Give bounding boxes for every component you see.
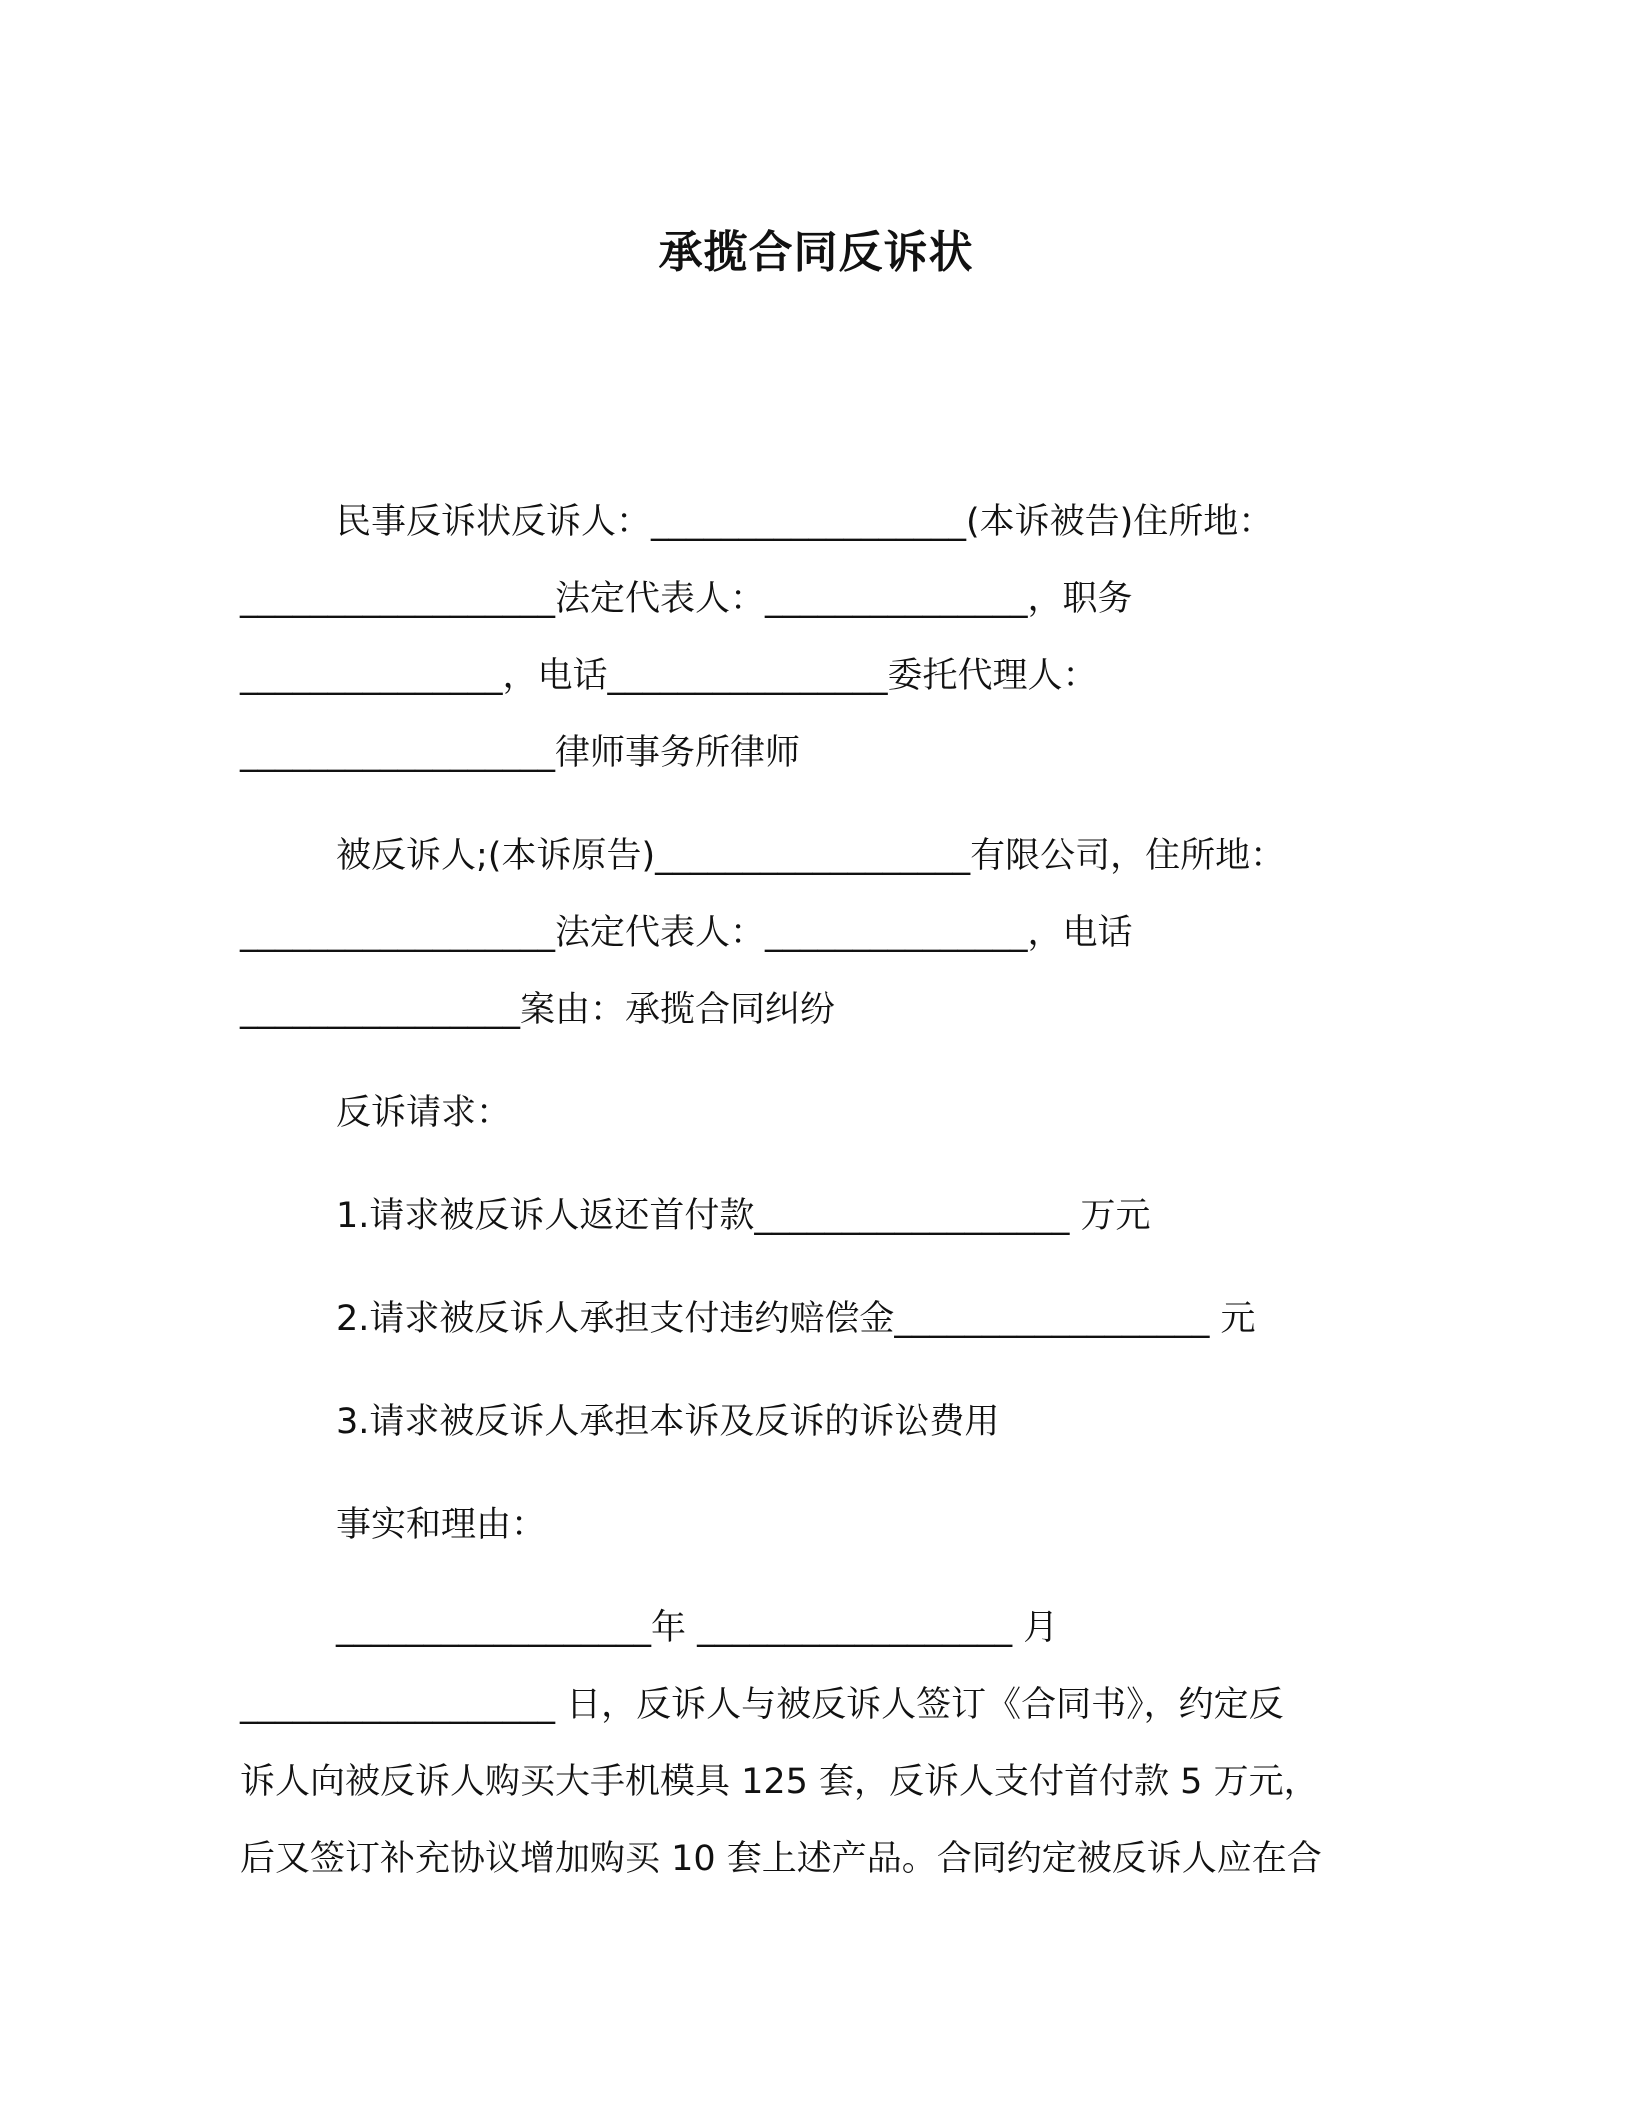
section-spacer <box>240 1152 1390 1178</box>
respondent-line-3: ________________案由：承揽合同纠纷 <box>240 990 836 1030</box>
claims-heading: 反诉请求： <box>336 1093 512 1133</box>
facts-heading: 事实和理由： <box>336 1505 547 1545</box>
claim-item-2: 2.请求被反诉人承担支付违约赔偿金__________________ 元 <box>336 1299 1256 1339</box>
respondent-line-2: __________________法定代表人：_______________，电话 <box>240 913 1133 953</box>
facts-line-1: __________________年 __________________ 月 <box>336 1608 1059 1648</box>
counterclaimant-line-1: 民事反诉状反诉人：__________________(本诉被告)住所地： <box>336 502 1274 542</box>
document-body <box>240 484 1390 1898</box>
counterclaimant-line-3: _______________，电话________________委托代理人： <box>240 656 1098 696</box>
facts-line-2: __________________ 日，反诉人与被反诉人签订《合同书》，约定反 <box>240 1685 1284 1725</box>
section-spacer <box>240 1461 1390 1487</box>
facts-line-3: 诉人向被反诉人购买大手机模具 125 套，反诉人支付首付款 5 万元， <box>240 1762 1319 1802</box>
section-spacer <box>240 1255 1390 1281</box>
respondent-line-1: 被反诉人;(本诉原告)__________________有限公司，住所地： <box>336 836 1286 876</box>
section-spacer <box>240 1564 1390 1590</box>
counterclaimant-section <box>240 484 1390 792</box>
counterclaimant-line-4: __________________律师事务所律师 <box>240 733 801 773</box>
facts-line-4: 后又签订补充协议增加购买 10 套上述产品。合同约定被反诉人应在合 <box>240 1839 1322 1879</box>
respondent-section <box>240 818 1390 1049</box>
counterclaimant-line-2: __________________法定代表人：_______________，职务 <box>240 579 1133 619</box>
claim-item-1: 1.请求被反诉人返还首付款__________________ 万元 <box>336 1196 1151 1236</box>
document-title: 承揽合同反诉状 <box>658 227 974 278</box>
claim-item-3: 3.请求被反诉人承担本诉及反诉的诉讼费用 <box>336 1402 1000 1442</box>
section-spacer <box>240 792 1390 818</box>
section-spacer <box>240 1049 1390 1075</box>
facts-section <box>240 1590 1390 1898</box>
section-spacer <box>240 1358 1390 1384</box>
